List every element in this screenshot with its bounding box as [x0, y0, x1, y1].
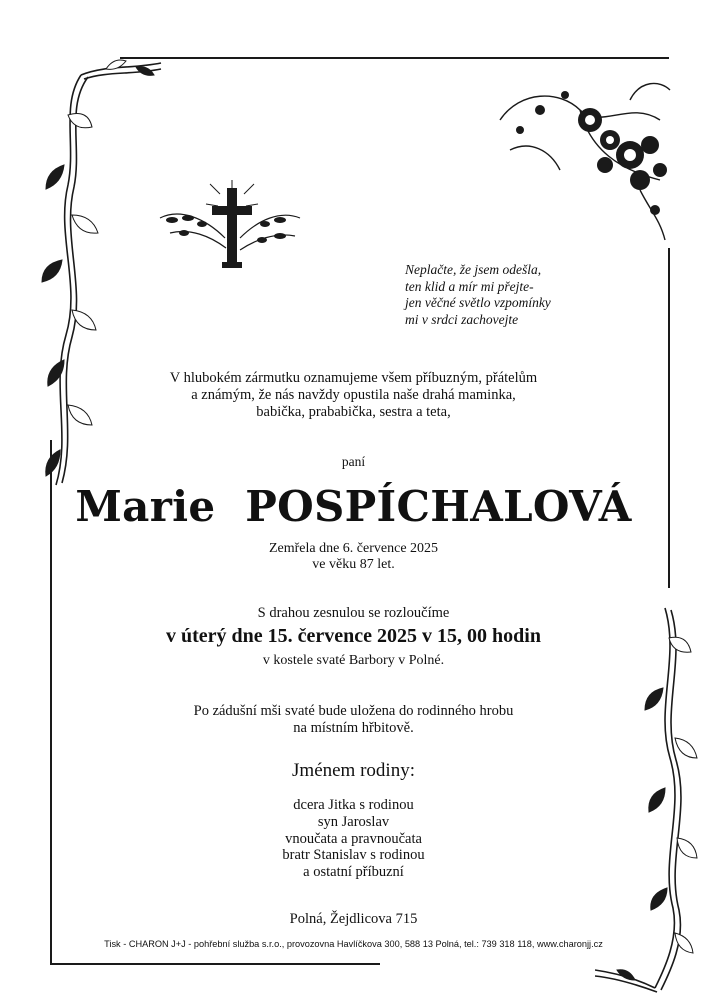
death-info — [0, 541, 707, 573]
farewell-intro: S drahou zesnulou se rozloučíme — [257, 605, 450, 621]
family-member: a ostatní příbuzní — [303, 864, 404, 881]
surname: POSPÍCHALOVÁ — [245, 482, 632, 531]
poem-line: ten klid a mír mi přejte- — [405, 278, 534, 294]
burial-line: na místním hřbitově. — [293, 720, 414, 736]
announcement-line: V hlubokém zármutku oznamujeme všem příbuzným, přátelům — [169, 370, 538, 386]
poem-line: jen věčné světlo vzpomínky — [405, 295, 551, 310]
death-date: Zemřela dne 6. července 2025 — [268, 541, 439, 556]
printer-credit: Tisk - CHARON J+J - pohřební služba s.r.o., provozovna Havlíčkova 300, 588 13 Polná, tel.: 739 318 118, www.charonjj.cz — [104, 939, 603, 949]
deceased-name — [0, 482, 707, 531]
family-member: bratr Stanislav s rodinou — [282, 847, 425, 864]
memorial-poem — [405, 262, 605, 328]
family-member: dcera Jitka s rodinou — [293, 797, 414, 813]
poem-line: Neplačte, že jsem odešla, — [405, 262, 542, 277]
floral-corner-ornament — [480, 70, 680, 250]
floral-vine-ornament — [36, 55, 166, 495]
first-name: Marie — [75, 482, 216, 531]
announcement-line: a známým, že nás navždy opustila naše drahá maminka, — [191, 387, 516, 403]
burial-line: Po zádušní mši svaté bude uložena do rodinného hrobu — [193, 703, 514, 719]
family-address: Polná, Žejdlicova 715 — [289, 911, 418, 927]
family-member: syn Jaroslav — [317, 813, 390, 830]
salutation: paní — [341, 454, 366, 469]
farewell-place: v kostele svaté Barbory v Polné. — [262, 653, 445, 668]
frame-bottom-line — [50, 963, 380, 965]
family-members — [0, 797, 707, 881]
announcement-text — [0, 370, 707, 421]
family-title: Jménem rodiny: — [292, 760, 415, 781]
family-member: vnoučata a pravnoučata — [285, 830, 422, 847]
announcement-line: babička, prababička, sestra a teta, — [256, 404, 451, 420]
cross-emblem-icon — [150, 178, 310, 278]
age: ve věku 87 let. — [312, 557, 395, 572]
farewell-date-time: v úterý dne 15. července 2025 v 15, 00 hodin — [166, 625, 541, 647]
frame-top-line — [120, 57, 669, 59]
poem-line: mi v srdci zachovejte — [405, 311, 519, 327]
burial-info — [0, 703, 707, 737]
